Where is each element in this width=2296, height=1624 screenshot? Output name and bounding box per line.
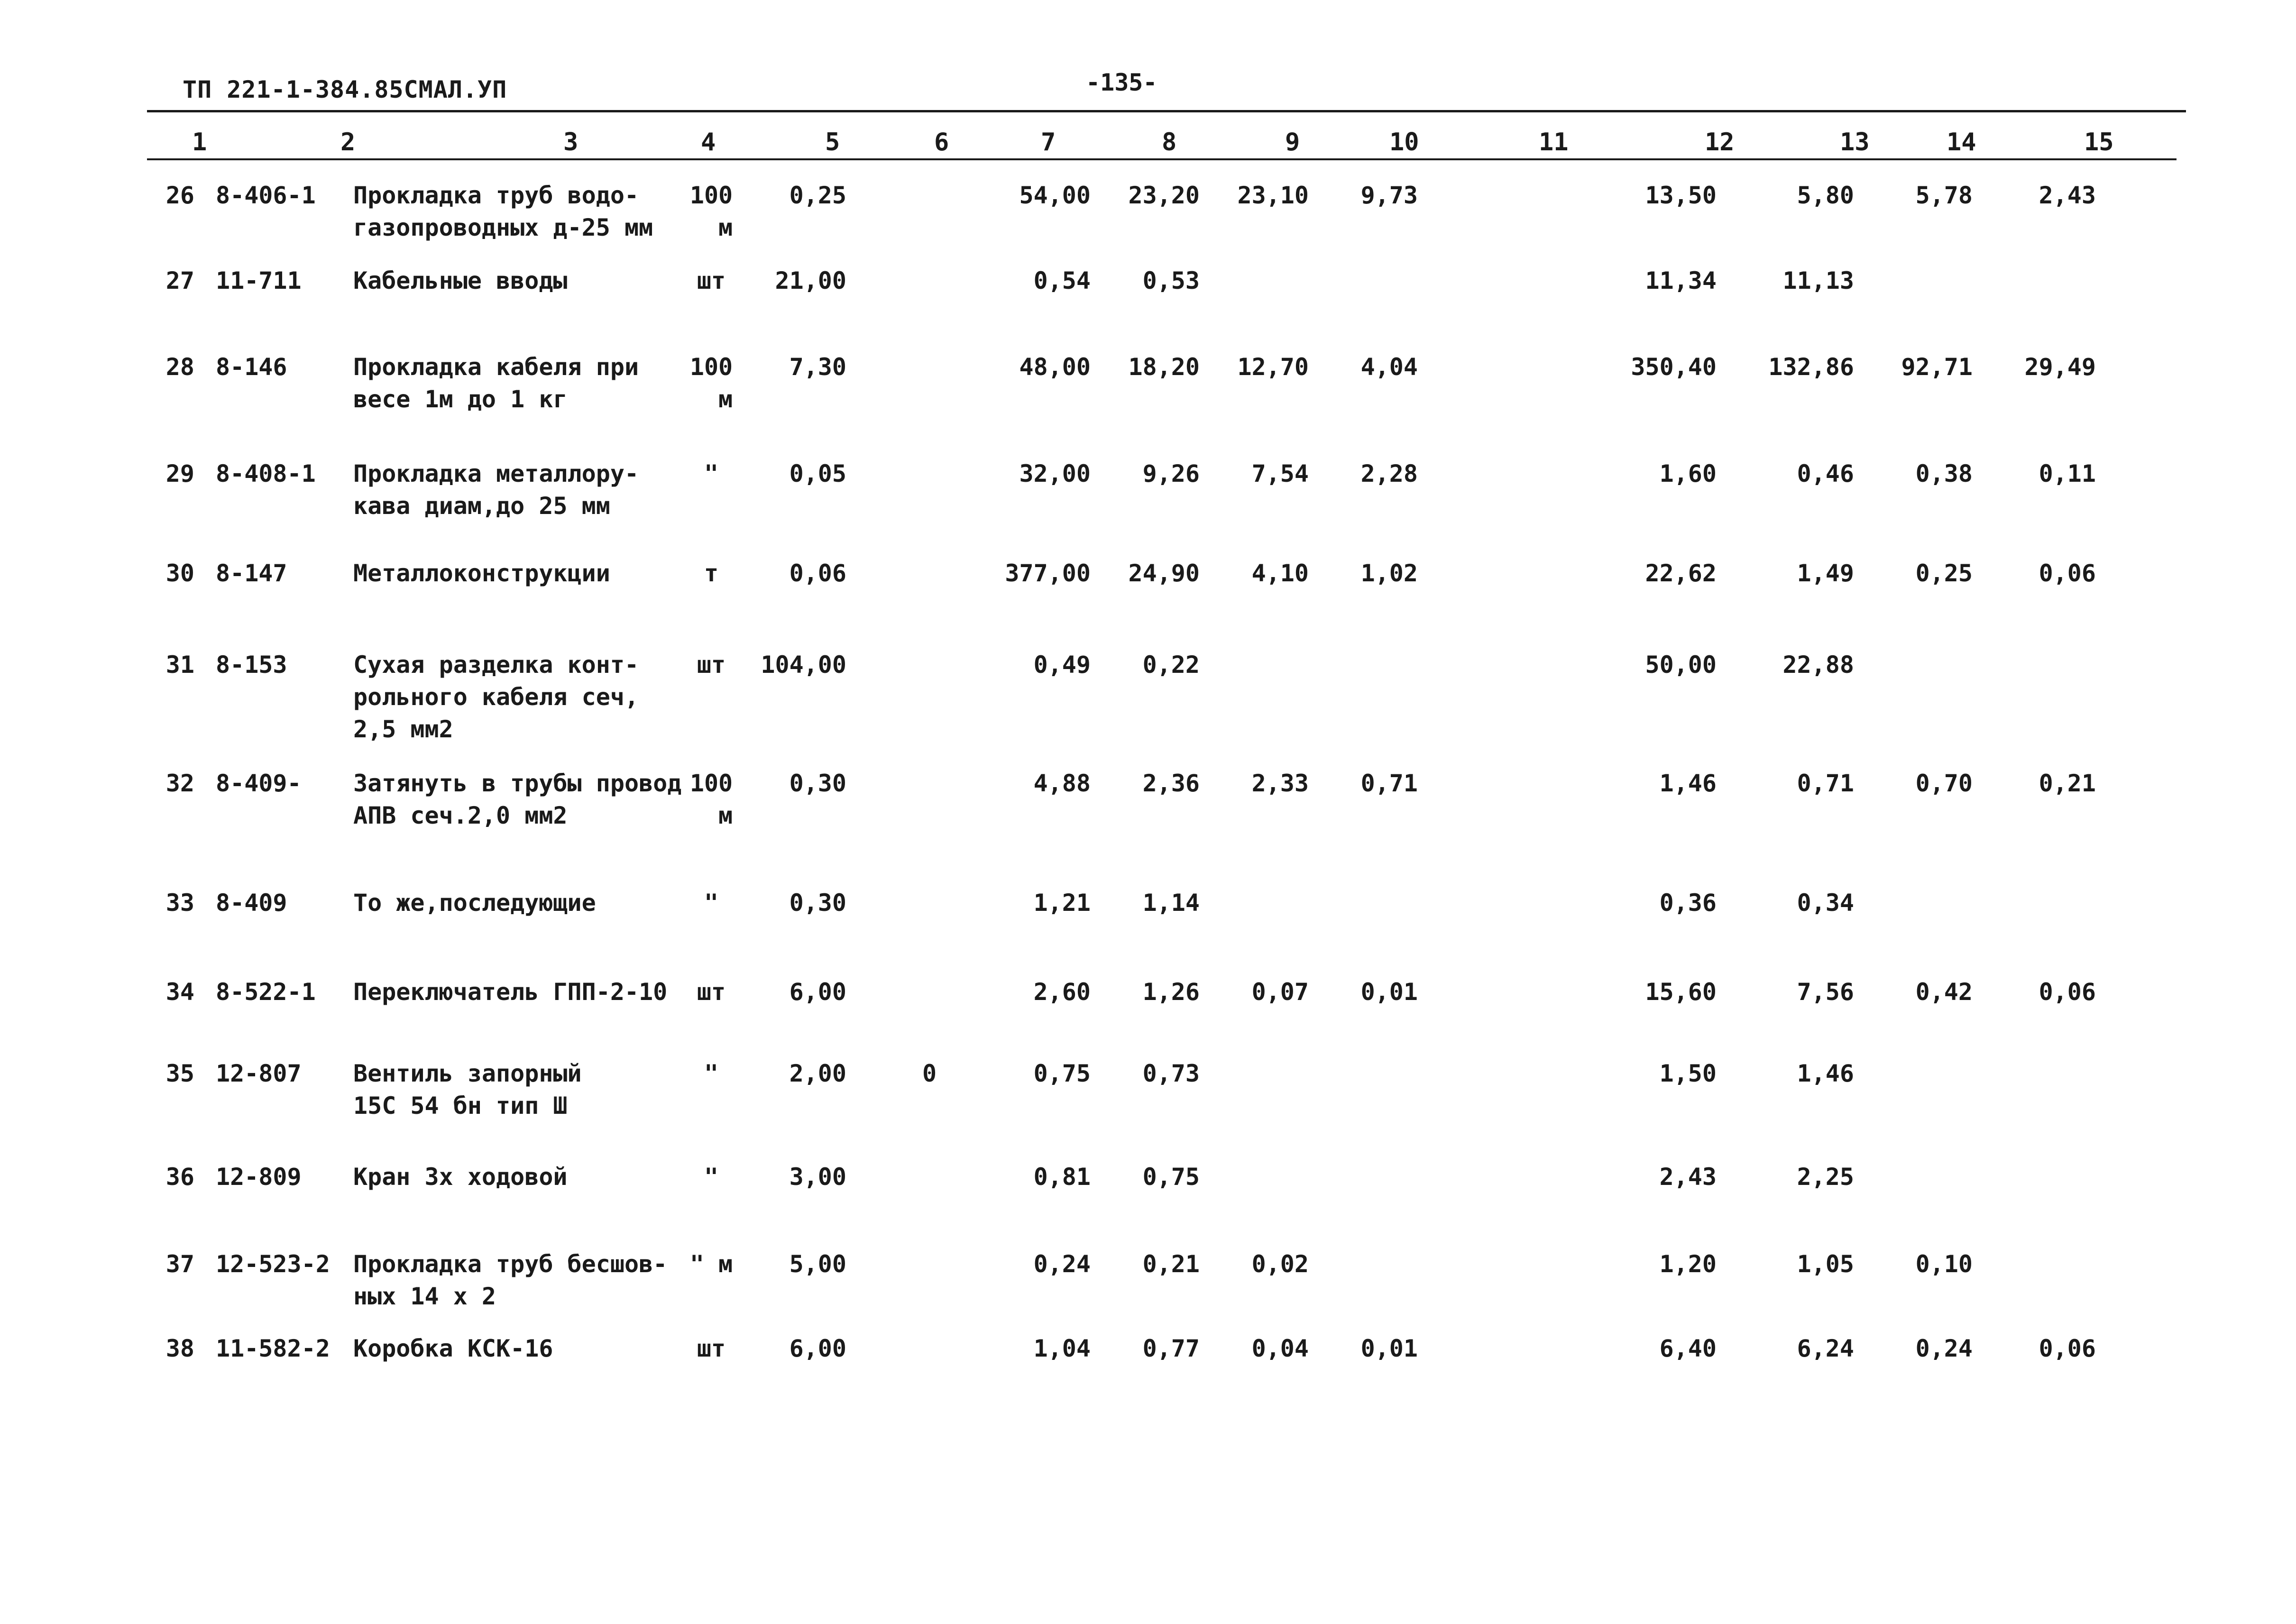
col-7: 2,60 [1033,978,1091,1006]
col-7: 32,00 [1019,460,1091,487]
quantity: 0,25 [789,182,846,209]
row-number: 38 [165,1335,194,1362]
quantity: 0,05 [789,460,846,487]
col-10: 0,71 [1360,770,1418,797]
col-14: 0,25 [1915,560,1973,587]
col-9: 12,70 [1237,353,1309,381]
norm-code: 8-409 [216,889,287,917]
unit: " [704,1060,719,1087]
col-12: 0,36 [1659,889,1717,917]
col-14: 0,38 [1915,460,1973,487]
col-13: 11,13 [1782,267,1854,294]
work-name: Коробка КСК-16 [353,1335,553,1362]
col-7: 48,00 [1019,353,1091,381]
col-10: 9,73 [1360,182,1418,209]
unit: " м [689,1250,733,1278]
row-number: 32 [165,770,194,797]
col-12: 13,50 [1645,182,1717,209]
quantity: 2,00 [789,1060,846,1087]
norm-code: 12-809 [216,1163,302,1191]
col-8: 0,21 [1142,1250,1200,1278]
unit: " [704,460,719,487]
col-10: 0,01 [1360,1335,1418,1362]
unit: шт [697,978,726,1006]
col-9: 4,10 [1251,560,1309,587]
page-number: -135- [1086,69,1157,96]
col-7: 1,04 [1033,1335,1091,1362]
row-number: 31 [165,651,194,679]
col-14: 5,78 [1915,182,1973,209]
column-number-1: 1 [192,128,207,156]
col-14: 0,42 [1915,978,1973,1006]
work-name: Сухая разделка конт- рольного кабеля сеч, 2,5 мм2 [353,651,639,743]
col-9: 2,33 [1251,770,1309,797]
col-13: 2,25 [1797,1163,1854,1191]
col-13: 22,88 [1782,651,1854,679]
col-9: 23,10 [1237,182,1309,209]
col-10: 1,02 [1360,560,1418,587]
col-7: 0,49 [1033,651,1091,679]
norm-code: 8-409- [216,770,302,797]
col-12: 50,00 [1645,651,1717,679]
col-14: 0,10 [1915,1250,1973,1278]
col-10: 4,04 [1360,353,1418,381]
unit: " [704,889,719,917]
column-number-10: 10 [1389,128,1419,156]
col-14: 0,24 [1915,1335,1973,1362]
norm-code: 12-807 [216,1060,302,1087]
norm-code: 8-153 [216,651,287,679]
unit: шт [697,651,726,679]
col-8: 2,36 [1142,770,1200,797]
col-8: 0,77 [1142,1335,1200,1362]
col-8: 0,73 [1142,1060,1200,1087]
norm-code: 8-406-1 [216,182,316,209]
work-name: Прокладка кабеля при весе 1м до 1 кг [353,353,639,413]
norm-code: 8-408-1 [216,460,316,487]
quantity: 6,00 [789,978,846,1006]
col-13: 132,86 [1768,353,1854,381]
work-name: Прокладка труб водо- газопроводных д-25 мм [353,182,653,241]
col-14: 92,71 [1901,353,1973,381]
col-7: 1,21 [1033,889,1091,917]
column-number-11: 11 [1539,128,1569,156]
unit: т [704,560,719,587]
col-8: 18,20 [1128,353,1200,381]
col-15: 29,49 [2024,353,2096,381]
column-number-13: 13 [1840,128,1870,156]
col-8: 1,14 [1142,889,1200,917]
quantity: 6,00 [789,1335,846,1362]
work-name: Прокладка металлору- кава диам,до 25 мм [353,460,639,520]
col-7: 4,88 [1033,770,1091,797]
norm-code: 8-146 [216,353,287,381]
column-number-2: 2 [340,128,356,156]
norm-code: 12-523-2 [216,1250,330,1278]
col-12: 11,34 [1645,267,1717,294]
work-name: Кабельные вводы [353,267,568,294]
col-8: 9,26 [1142,460,1200,487]
col-8: 1,26 [1142,978,1200,1006]
col-12: 22,62 [1645,560,1717,587]
norm-code: 8-522-1 [216,978,316,1006]
col-12: 15,60 [1645,978,1717,1006]
norm-code: 8-147 [216,560,287,587]
norm-code: 11-711 [216,267,302,294]
row-number: 29 [165,460,194,487]
row-number: 36 [165,1163,194,1191]
column-number-5: 5 [825,128,840,156]
col-10: 2,28 [1360,460,1418,487]
col-13: 0,34 [1797,889,1854,917]
col-15: 0,06 [2039,978,2096,1006]
col-7: 0,24 [1033,1250,1091,1278]
col-13: 1,05 [1797,1250,1854,1278]
unit: 100 м [689,770,733,829]
row-number: 26 [165,182,194,209]
column-number-15: 15 [2084,128,2114,156]
col-12: 350,40 [1631,353,1717,381]
col-9: 0,02 [1251,1250,1309,1278]
col-8: 0,75 [1142,1163,1200,1191]
column-number-6: 6 [934,128,949,156]
unit: шт [697,267,726,294]
col-7: 0,81 [1033,1163,1091,1191]
unit: шт [697,1335,726,1362]
work-name: Затянуть в трубы провод АПВ сеч.2,0 мм2 [353,770,682,829]
col-12: 6,40 [1659,1335,1717,1362]
quantity: 3,00 [789,1163,846,1191]
quantity: 5,00 [789,1250,846,1278]
col-8: 0,53 [1142,267,1200,294]
col-15: 0,21 [2039,770,2096,797]
column-number-8: 8 [1162,128,1177,156]
col-12: 1,60 [1659,460,1717,487]
norm-code: 11-582-2 [216,1335,330,1362]
work-name: Переключатель ГПП-2-10 [353,978,668,1006]
col-15: 0,11 [2039,460,2096,487]
column-number-9: 9 [1285,128,1300,156]
quantity: 21,00 [775,267,846,294]
row-number: 33 [165,889,194,917]
quantity: 104,00 [761,651,846,679]
unit: 100 м [689,353,733,413]
row-number: 35 [165,1060,194,1087]
col-12: 2,43 [1659,1163,1717,1191]
row-number: 28 [165,353,194,381]
col-9: 0,07 [1251,978,1309,1006]
column-number-12: 12 [1705,128,1735,156]
col-9: 7,54 [1251,460,1309,487]
row-number: 34 [165,978,194,1006]
col-7: 377,00 [1005,560,1091,587]
col-13: 1,46 [1797,1060,1854,1087]
col-7: 0,54 [1033,267,1091,294]
col-14: 0,70 [1915,770,1973,797]
col-13: 5,80 [1797,182,1854,209]
header-bottom-rule [147,158,2177,160]
col-8: 0,22 [1142,651,1200,679]
work-name: Прокладка труб бесшов- ных 14 х 2 [353,1250,668,1310]
work-name: Вентиль запорный 15С 54 бн тип Ш [353,1060,582,1119]
column-number-3: 3 [563,128,579,156]
col-10: 0,01 [1360,978,1418,1006]
row-number: 37 [165,1250,194,1278]
document-code: ТП 221-1-384.85СМАЛ.УП [183,76,507,103]
col-8: 24,90 [1128,560,1200,587]
col-12: 1,50 [1659,1060,1717,1087]
col-13: 0,46 [1797,460,1854,487]
col-12: 1,20 [1659,1250,1717,1278]
col-7: 54,00 [1019,182,1091,209]
col-8: 23,20 [1128,182,1200,209]
col-13: 0,71 [1797,770,1854,797]
work-name: Металлоконструкции [353,560,610,587]
unit: 100 м [689,182,733,241]
col-7: 0,75 [1033,1060,1091,1087]
col-13: 6,24 [1797,1335,1854,1362]
column-number-14: 14 [1947,128,1976,156]
row-number: 30 [165,560,194,587]
quantity: 0,30 [789,889,846,917]
quantity: 0,06 [789,560,846,587]
col-15: 2,43 [2039,182,2096,209]
column-number-4: 4 [701,128,716,156]
unit: " [704,1163,719,1191]
work-name: То же,последующие [353,889,596,917]
row-number: 27 [165,267,194,294]
col-12: 1,46 [1659,770,1717,797]
col-9: 0,04 [1251,1335,1309,1362]
work-name: Кран 3х ходовой [353,1163,568,1191]
col-15: 0,06 [2039,560,2096,587]
quantity: 0,30 [789,770,846,797]
column-number-7: 7 [1041,128,1056,156]
col-13: 7,56 [1797,978,1854,1006]
col-6: 0 [922,1060,937,1087]
top-rule [147,110,2186,112]
quantity: 7,30 [789,353,846,381]
col-13: 1,49 [1797,560,1854,587]
col-15: 0,06 [2039,1335,2096,1362]
